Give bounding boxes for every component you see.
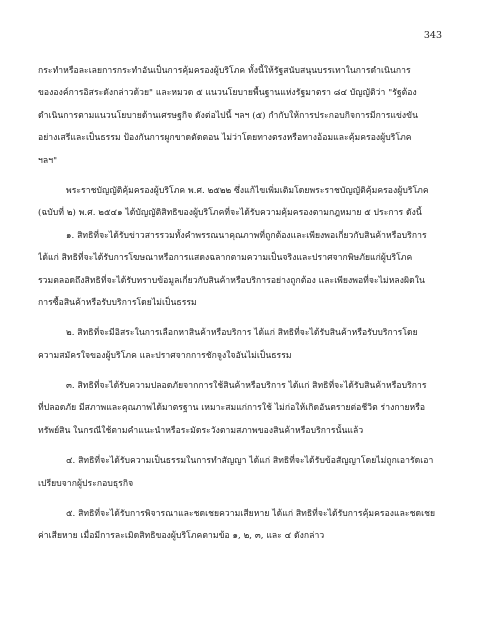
text-line: ๒. สิทธิที่จะมีอิสระในการเลือกหาสินค้าหรือบริการ ได้แก่ สิทธิที่จะได้รับสินค้าหรือรับบริการโดย — [66, 328, 418, 339]
text-line: ได้แก่ สิทธิที่จะได้รับการโฆษณาหรือการแสดงฉลากตามความเป็นจริงและปราศจากพิษภัยแก่ผู้บริโภค — [38, 253, 413, 264]
document-body — [38, 60, 448, 548]
paragraph-right-1 — [38, 225, 448, 315]
text-line: พระราชบัญญัติคุ้มครองผู้บริโภค พ.ศ. ๒๕๒๒ ซึ่งแก้ไขเพิ่มเติมโดยพระราชบัญญัติคุ้มครองผู้บริโภค — [66, 185, 429, 196]
text-line: ฯลฯ" — [38, 155, 58, 166]
text-line: ๑. สิทธิที่จะได้รับข่าวสารรวมทั้งคำพรรณนาคุณภาพที่ถูกต้องและเพียงพอเกี่ยวกับสินค้าหรือบริการ — [66, 230, 427, 241]
paragraph-constitution — [38, 60, 448, 172]
paragraph-right-3 — [38, 375, 448, 442]
text-line: ค่าเสียหาย เมื่อมีการละเมิดสิทธิของผู้บริโภคตามข้อ ๑, ๒, ๓, และ ๔ ดังกล่าว — [38, 531, 325, 542]
paragraph-right-5 — [38, 503, 448, 548]
text-line: ขององค์การอิสระดังกล่าวด้วย" และหมวด ๕ แนวนโยบายพื้นฐานแห่งรัฐมาตรา ๘๔ บัญญัติว่า "รัฐต้อง — [38, 88, 417, 99]
text-line: กระทำหรือละเลยการกระทำอันเป็นการคุ้มครองผู้บริโภค ทั้งนี้ให้รัฐสนับสนุนบรรเทาในการดำเนินการ — [38, 66, 411, 76]
paragraph-right-2 — [38, 322, 448, 367]
text-line: ที่ปลอดภัย มีสภาพและคุณภาพได้มาตรฐาน เหมาะสมแก่การใช้ ไม่ก่อให้เกิดอันตรายต่อชีวิต ร่างกายหรือ — [38, 403, 426, 414]
text-line: ๓. สิทธิที่จะได้รับความปลอดภัยจากการใช้สินค้าหรือบริการ ได้แก่ สิทธิที่จะได้รับสินค้าหรือบริการ — [66, 381, 427, 392]
text-line: รวมตลอดถึงสิทธิที่จะได้รับทราบข้อมูลเกี่ยวกับสินค้าหรือบริการอย่างถูกต้อง และเพียงพอที่จะไม่หลงผิดใน — [38, 275, 425, 286]
text-line: การซื้อสินค้าหรือรับบริการโดยไม่เป็นธรรม — [38, 297, 197, 308]
text-line: ทรัพย์สิน ในกรณีใช้ตามคำแนะนำหรือระมัดระวังตามสภาพของสินค้าหรือบริการนั้นแล้ว — [38, 425, 364, 436]
text-line: อย่างเสรีและเป็นธรรม ป้องกันการผูกขาดตัดตอน ไม่ว่าโดยทางตรงหรือทางอ้อมและคุ้มครองผู้บริโภค — [38, 133, 412, 144]
paragraph-consumer-act — [38, 180, 448, 225]
text-line: ความสมัครใจของผู้บริโภค และปราศจากการชักจูงใจอันไม่เป็นธรรม — [38, 350, 292, 361]
text-line: ๕. สิทธิที่จะได้รับการพิจารณาและชดเชยความเสียหาย ได้แก่ สิทธิที่จะได้รับการคุ้มครองและชดเชย — [66, 509, 436, 520]
page-number: 343 — [423, 30, 442, 41]
text-line: (ฉบับที่ ๒) พ.ศ. ๒๕๔๑ ได้บัญญัติสิทธิของผู้บริโภคที่จะได้รับความคุ้มครองตามกฎหมาย ๕ ประการ ดังนี้ — [38, 208, 422, 219]
paragraph-right-4 — [38, 450, 448, 495]
text-line: ดำเนินการตามแนวนโยบายด้านเศรษฐกิจ ดังต่อไปนี้ ฯลฯ (๕) กำกับให้การประกอบกิจการมีการแข่งขัน — [38, 110, 418, 121]
text-line: ๔. สิทธิที่จะได้รับความเป็นธรรมในการทำสัญญา ได้แก่ สิทธิที่จะได้รับข้อสัญญาโดยไม่ถูกเอารัดเอา — [66, 456, 434, 467]
text-line: เปรียบจากผู้ประกอบธุรกิจ — [38, 478, 134, 489]
